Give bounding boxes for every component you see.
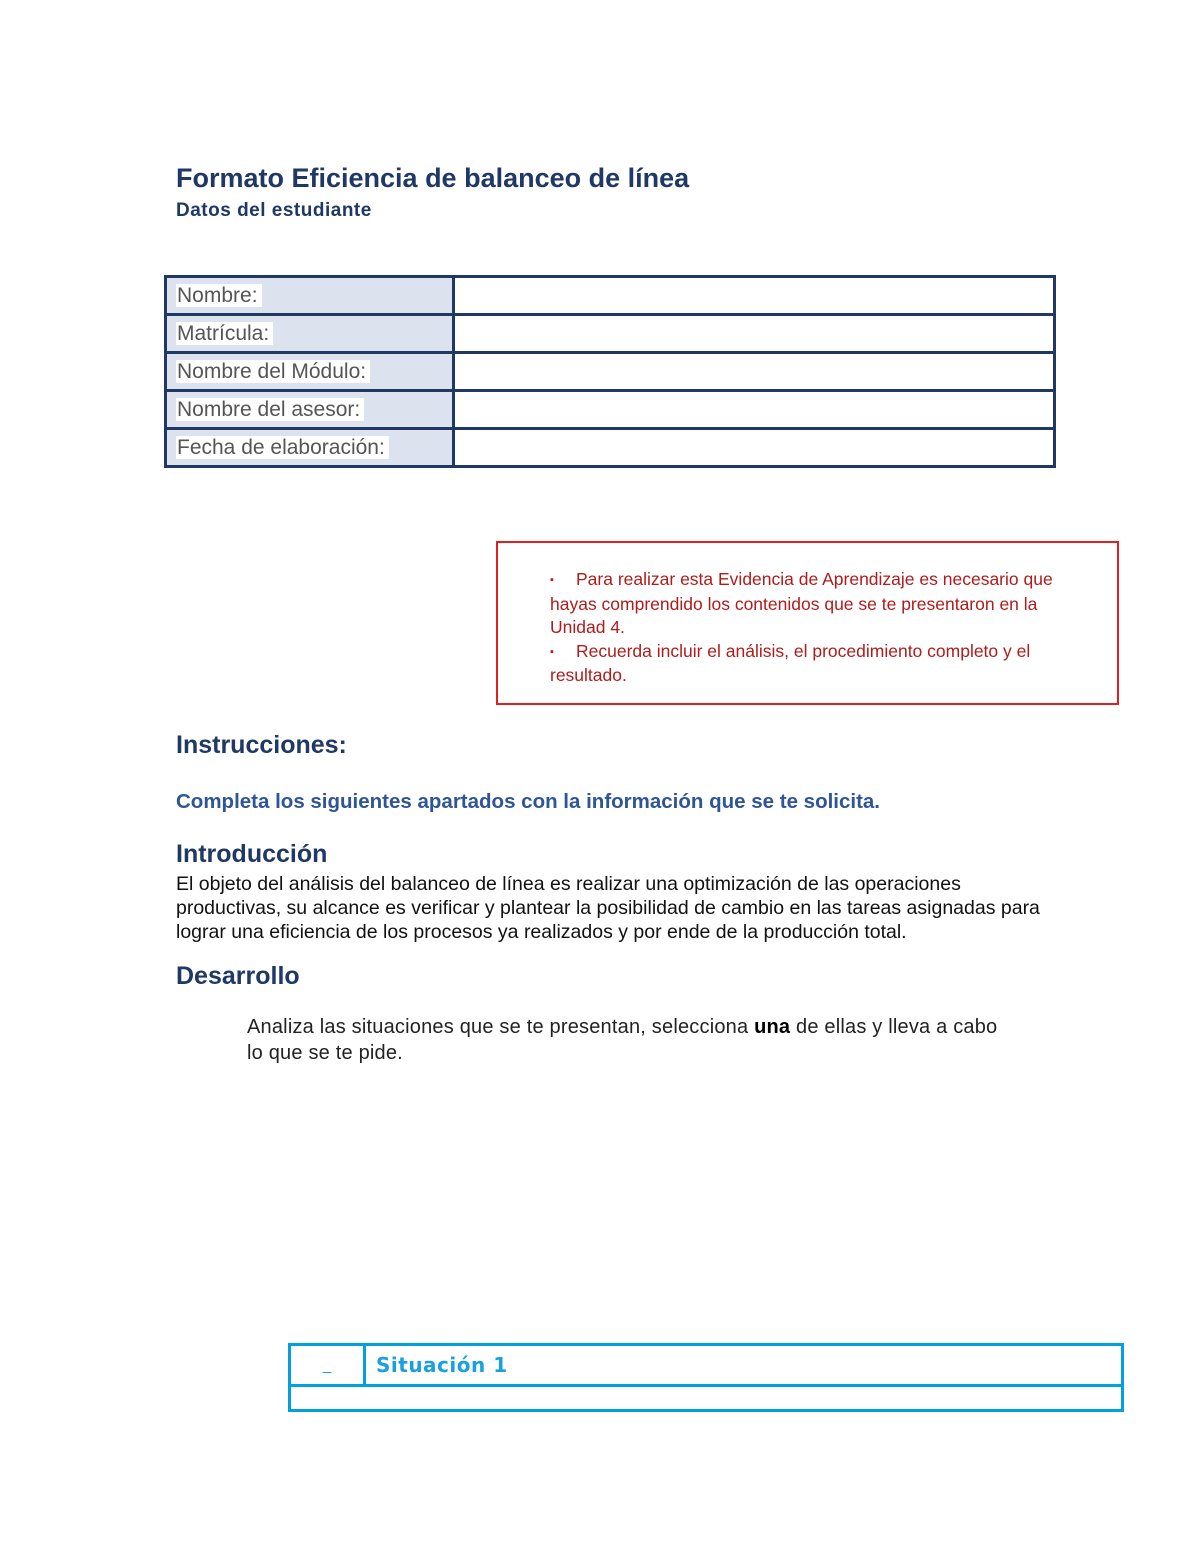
date-label-cell	[166, 429, 454, 467]
development-text-emphasis: una	[754, 1016, 791, 1038]
advisor-field[interactable]	[454, 391, 1055, 429]
module-field[interactable]	[454, 353, 1055, 391]
name-label: Nombre:	[176, 284, 262, 307]
table-row	[166, 391, 1055, 429]
situation-content-cell	[290, 1386, 1123, 1411]
document-title: Formato Eficiencia de balanceo de línea	[176, 163, 690, 193]
situation-title: Situación 1	[365, 1345, 1123, 1386]
advisor-label-cell	[166, 391, 454, 429]
name-field[interactable]	[454, 277, 1055, 315]
situation-table	[288, 1343, 1124, 1412]
student-data-table	[164, 275, 1056, 468]
development-text-part: de ellas y lleva a cabo lo que se te pide.	[247, 1016, 998, 1064]
development-text	[247, 1014, 1007, 1066]
enrollment-label-cell	[166, 315, 454, 353]
table-row	[290, 1345, 1123, 1386]
instructions-text: Completa los siguientes apartados con la información que se te solicita.	[176, 790, 881, 813]
bullet-icon: ▪	[550, 645, 554, 658]
notice-item-text: Para realizar esta Evidencia de Aprendizaje es necesario que hayas comprendido los contenidos que se te presentaron en la Unidad 4.	[550, 569, 1053, 637]
development-heading: Desarrollo	[176, 962, 300, 990]
table-row	[166, 353, 1055, 391]
notice-item-text: Recuerda incluir el análisis, el procedimiento completo y el resultado.	[550, 640, 1031, 685]
module-label: Nombre del Módulo:	[176, 360, 370, 383]
table-row	[166, 277, 1055, 315]
advisor-label: Nombre del asesor:	[176, 398, 364, 421]
notice-item	[550, 568, 1087, 640]
bullet-icon: ▪	[550, 574, 554, 586]
development-text-part: Analiza las situaciones que se te presentan, selecciona	[247, 1016, 755, 1038]
notice-item	[550, 640, 1087, 688]
module-label-cell	[166, 353, 454, 391]
instructions-heading: Instrucciones:	[176, 731, 347, 759]
enrollment-label: Matrícula:	[176, 322, 273, 345]
date-label: Fecha de elaboración:	[176, 436, 389, 459]
table-row	[166, 429, 1055, 467]
introduction-heading: Introducción	[176, 840, 328, 868]
name-label-cell	[166, 277, 454, 315]
notice-box	[496, 541, 1119, 705]
situation-number-cell: _	[290, 1345, 365, 1386]
document-subtitle: Datos del estudiante	[176, 200, 372, 221]
introduction-text: El objeto del análisis del balanceo de línea es realizar una optimización de las operaciones productivas, su alcance es verificar y plantear la posibilidad de cambio en las tareas asignadas para lograr una eficiencia de los procesos ya realizados y por ende de la producción total.	[176, 873, 1040, 943]
table-row	[290, 1386, 1123, 1411]
enrollment-field[interactable]	[454, 315, 1055, 353]
table-row	[166, 315, 1055, 353]
date-field[interactable]	[454, 429, 1055, 467]
